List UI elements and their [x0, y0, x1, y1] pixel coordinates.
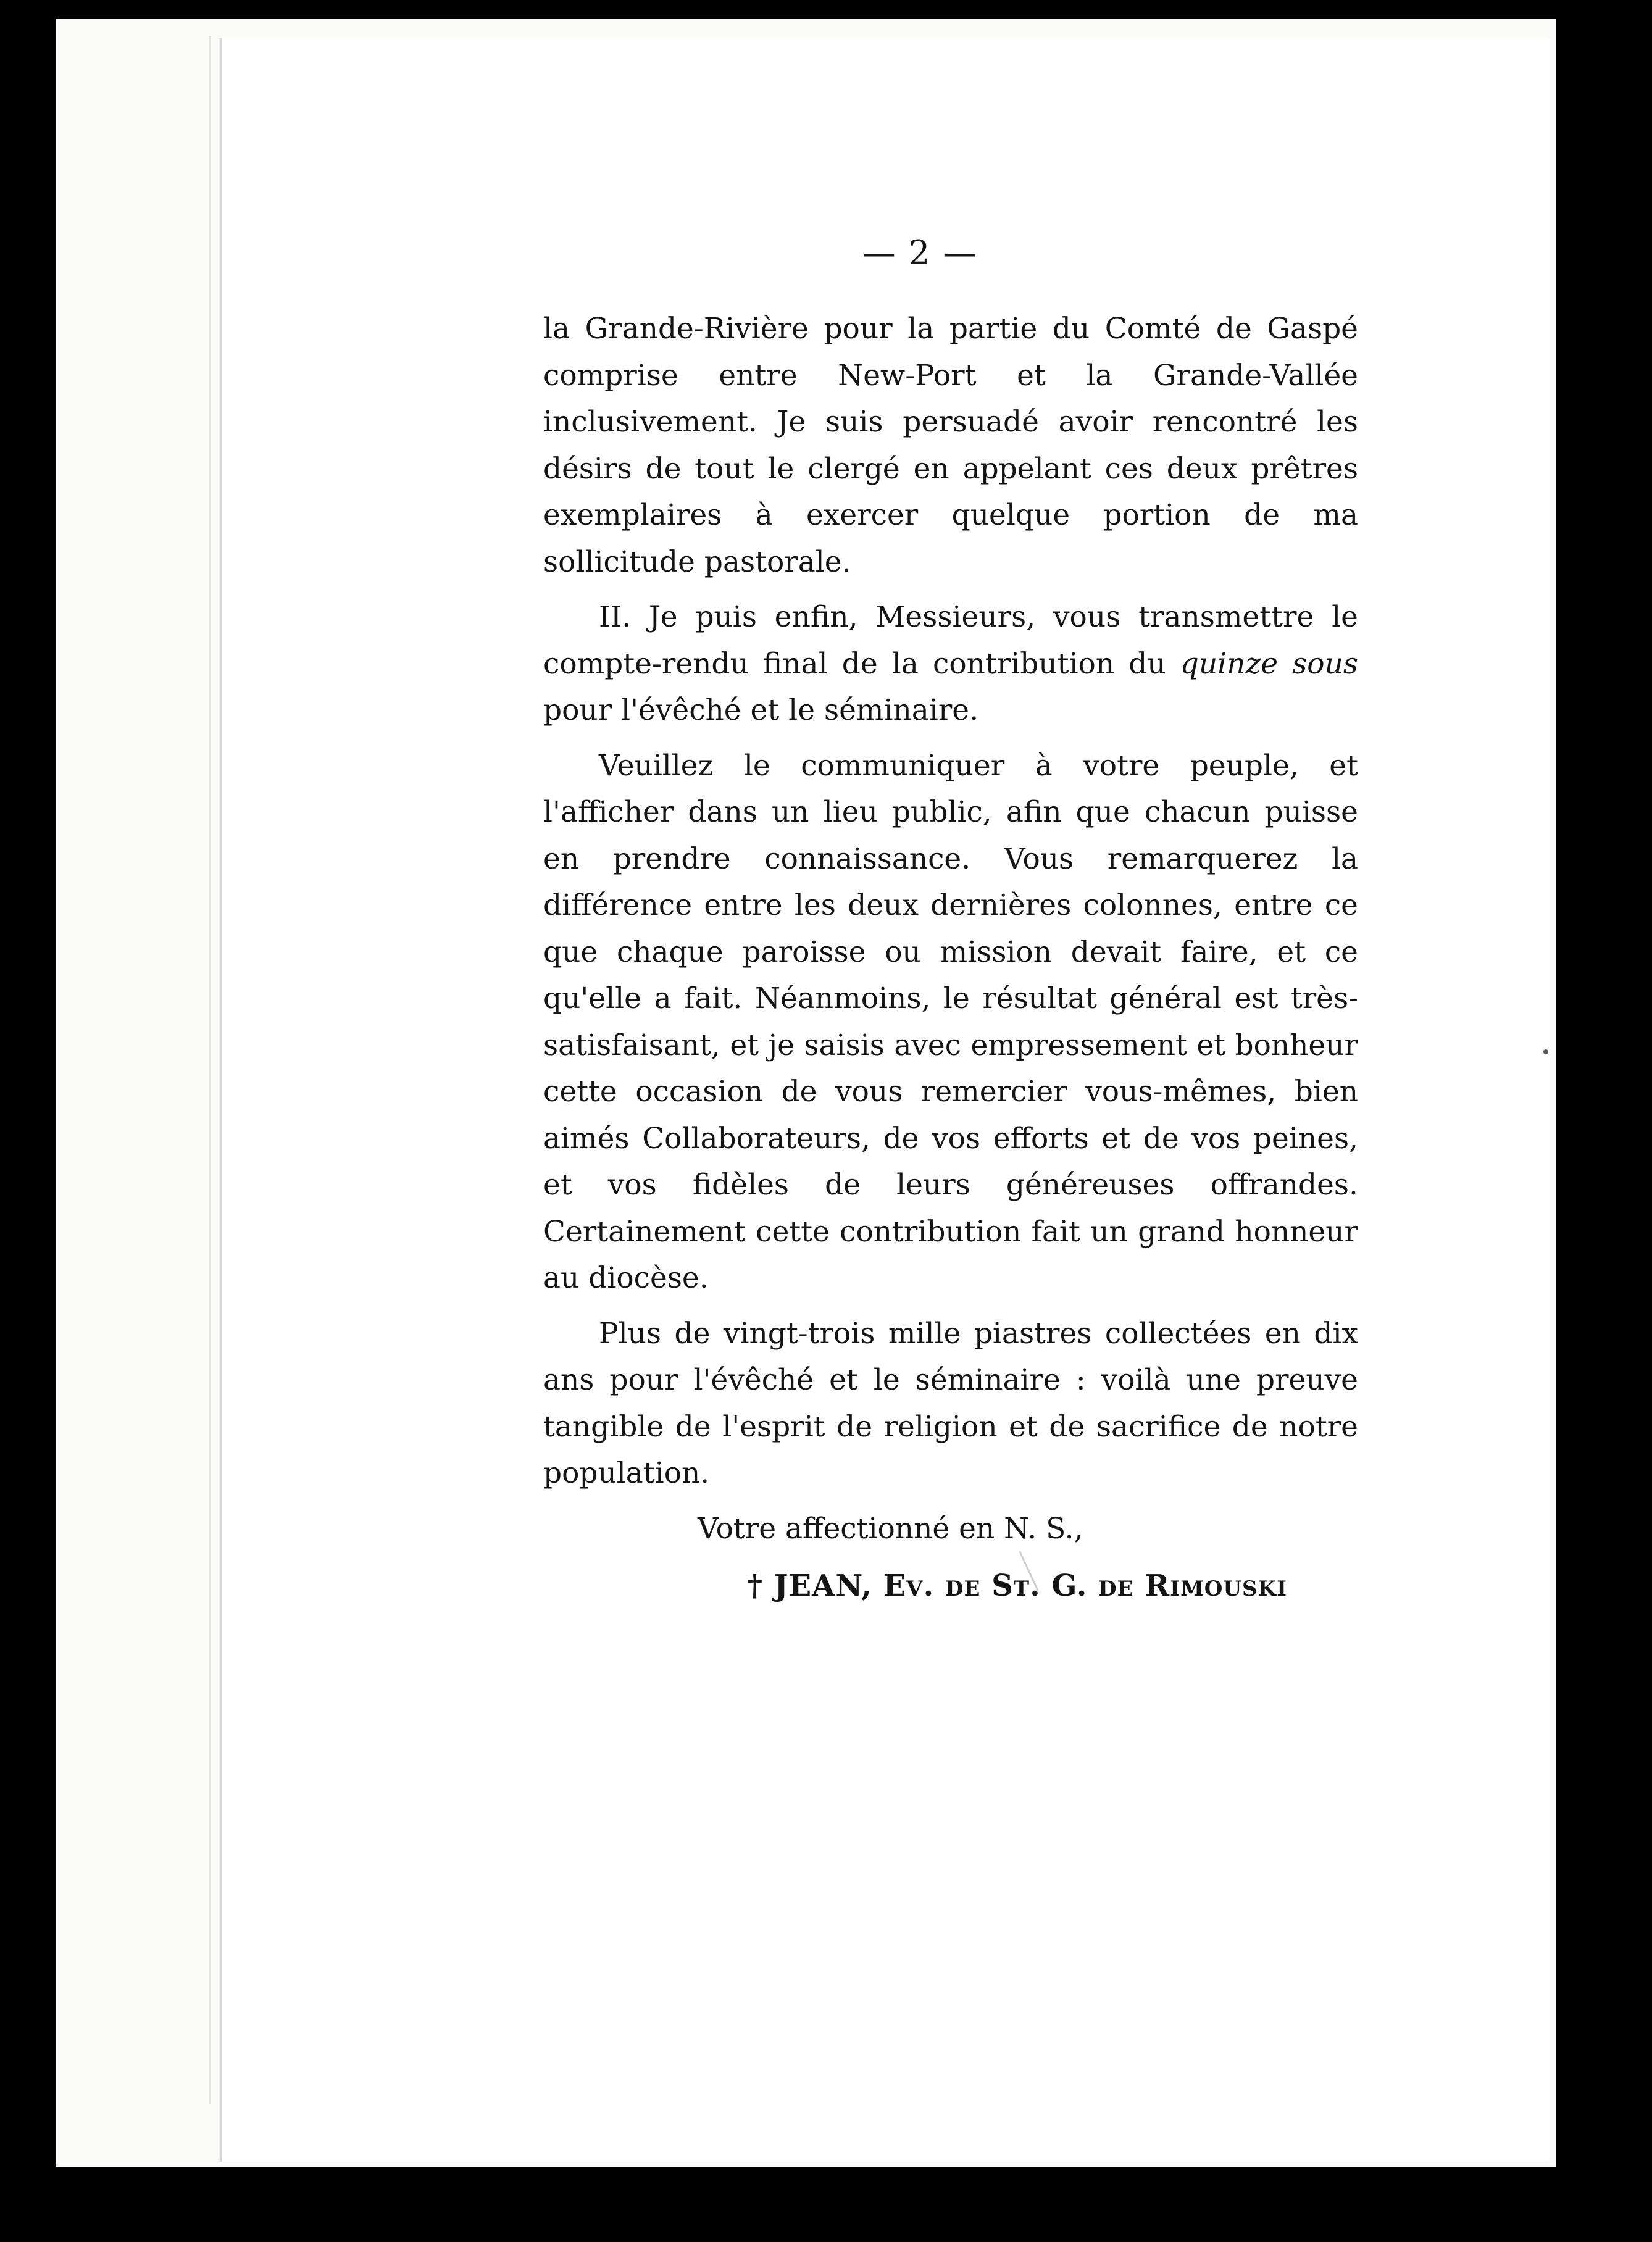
closing-line: Votre affectionné en N. S.,	[698, 1511, 1083, 1546]
paragraph-3: Veuillez le communiquer à votre peuple, et l'afficher dans un lieu public, afin que chacun puisse en prendre connaissance. Vous remarquerez la différence entre les deux dernières colonnes, entre ce que chaque paroisse ou mission devait faire, et ce qu'elle a fait. Néanmoins, le résultat général est très-satisfaisant, et je saisis avec empressement et bonheur cette occasion de vous remercier vous-mêmes, bien aimés Collaborateurs, de vos efforts et de vos peines, et vos fidèles de leurs généreuses offrandes. Certainement cette contribution fait un grand honneur au diocèse.	[543, 748, 1358, 1295]
page-number: — 2 —	[862, 233, 978, 272]
letter-body	[543, 306, 1358, 1609]
paragraph-1: la Grande-Rivière pour la partie du Comté de Gaspé comprise entre New-Port et la Grande-Vallée inclusivement. Je suis persuadé avoir rencontré les désirs de tout le clergé en appelant ces deux prêtres exemplaires à exercer quelque portion de ma sollicitude pastorale.	[543, 312, 1358, 579]
paragraph-2-end: pour l'évêché et le séminaire.	[543, 693, 979, 727]
paragraph-2-start: II. Je puis enfin, Messieurs, vous transmettre le compte-rendu final de la contribution du	[543, 600, 1358, 681]
paragraph-2	[543, 594, 1358, 734]
scan-dot	[1543, 1049, 1548, 1054]
paragraph-2-italic: quinze sous	[1180, 646, 1358, 681]
paragraph-4: Plus de vingt-trois mille piastres collectées en dix ans pour l'évêché et le séminaire : voilà une preuve tangible de l'esprit de religion et de sacrifice de notre population.	[543, 1316, 1358, 1490]
signature: † JEAN, Ev. de St. G. de Rimouski	[747, 1568, 1287, 1603]
page-edge	[209, 36, 211, 2104]
